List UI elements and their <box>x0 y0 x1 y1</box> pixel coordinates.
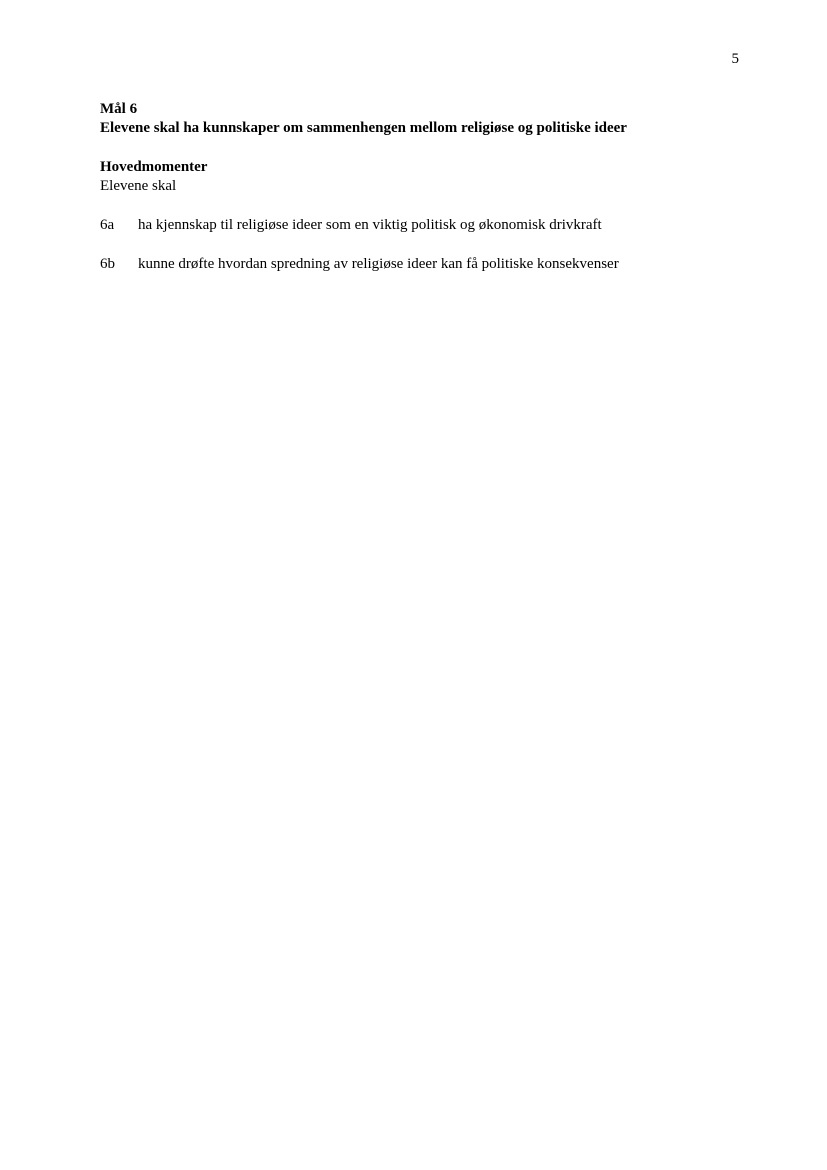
goal-title: Elevene skal ha kunnskaper om sammenhengen mellom religiøse og politiske ideer <box>100 120 627 136</box>
main-point-text: kunne drøfte hvordan spredning av religiøse ideer kan få politiske konsekvenser <box>138 256 619 272</box>
page-content <box>100 100 740 274</box>
main-point-item <box>100 255 740 274</box>
main-points-heading: Hovedmomenter <box>100 159 208 175</box>
main-point-text: ha kjennskap til religiøse ideer som en viktig politisk og økonomisk drivkraft <box>138 217 602 233</box>
goal-heading: Mål 6 <box>100 101 138 117</box>
main-point-code: 6a <box>100 217 115 233</box>
main-point-item <box>100 216 740 235</box>
main-points-intro: Elevene skal <box>100 178 177 194</box>
page-number: 5 <box>731 51 739 67</box>
main-point-code: 6b <box>100 256 115 272</box>
